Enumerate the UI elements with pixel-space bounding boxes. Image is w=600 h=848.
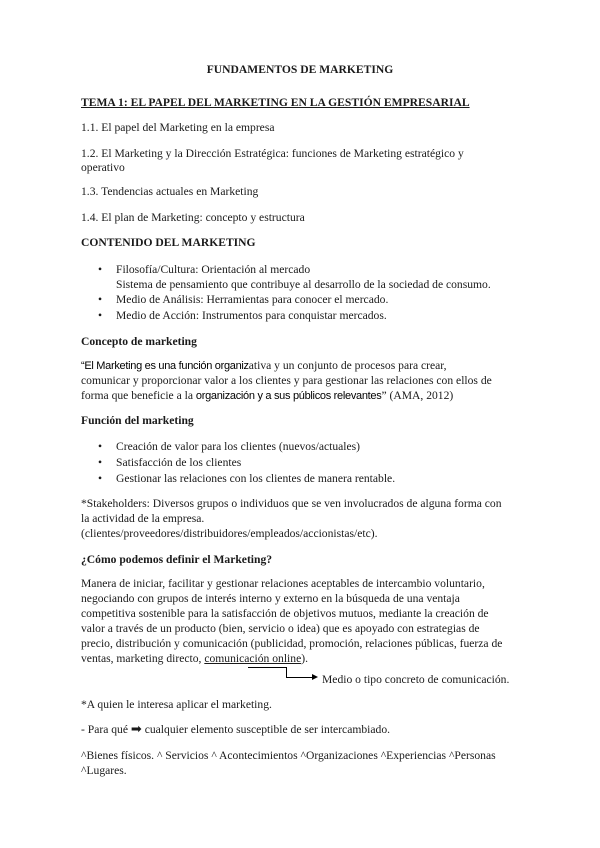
definition-line bbox=[81, 652, 308, 666]
contenido-heading: CONTENIDO DEL MARKETING bbox=[81, 236, 256, 249]
bullet-icon: • bbox=[98, 309, 103, 322]
list-item: Creación de valor para los clientes (nuevos/actuales) bbox=[116, 440, 361, 453]
section-1-1: 1.1. El papel del Marketing en la empresa bbox=[81, 121, 275, 134]
quien-text: *A quien le interesa aplicar el marketing. bbox=[81, 698, 272, 711]
definition-line: negociando con grupos de interés interno y externo en la búsqueda de una ventaja bbox=[81, 592, 460, 605]
list-item: Sistema de pensamiento que contribuye al desarrollo de la sociedad de consumo. bbox=[116, 278, 491, 291]
quote-citation: ” (AMA, 2012) bbox=[381, 389, 454, 402]
comunicacion-note: Medio o tipo concreto de comunicación. bbox=[322, 673, 510, 686]
quote-line: comunicar y proporcionar valor a los clientes y para gestionar las relaciones con ellos de bbox=[81, 374, 492, 387]
para-que-line bbox=[81, 723, 390, 737]
arrow-head-icon bbox=[312, 674, 318, 680]
doc-title: FUNDAMENTOS DE MARKETING bbox=[206, 63, 394, 76]
section-1-4: 1.4. El plan de Marketing: concepto y estructura bbox=[81, 211, 305, 224]
bienes-text: ^Bienes físicos. ^ Servicios ^ Acontecimientos ^Organizaciones ^Experiencias ^Personas bbox=[81, 749, 496, 762]
stakeholders-text: (clientes/proveedores/distribuidores/empleados/accionistas/etc). bbox=[81, 527, 378, 540]
right-arrow-icon: ➡ bbox=[130, 722, 142, 737]
quote-text: ativa y un conjunto de procesos para crear, bbox=[248, 359, 447, 372]
stakeholders-text: la actividad de la empresa. bbox=[81, 512, 205, 525]
bullet-icon: • bbox=[98, 472, 103, 485]
list-item: Medio de Acción: Instrumentos para conquistar mercados. bbox=[116, 309, 387, 322]
bullet-icon: • bbox=[98, 293, 103, 306]
bullet-icon: • bbox=[98, 263, 103, 276]
list-item: Satisfacción de los clientes bbox=[116, 456, 242, 469]
quote-line bbox=[81, 389, 453, 403]
connector-line bbox=[248, 667, 287, 678]
bullet-icon: • bbox=[98, 440, 103, 453]
section-1-2-cont: operativo bbox=[81, 161, 125, 174]
definir-heading: ¿Cómo podemos definir el Marketing? bbox=[81, 553, 273, 566]
definition-text: ventas, marketing directo, bbox=[81, 652, 205, 665]
connector-line bbox=[286, 677, 314, 678]
definition-line: Manera de iniciar, facilitar y gestionar relaciones aceptables de intercambio voluntario, bbox=[81, 577, 485, 590]
quote-text: forma que beneficie a la bbox=[81, 389, 196, 402]
bullet-icon: • bbox=[98, 456, 103, 469]
section-1-2: 1.2. El Marketing y la Dirección Estratégica: funciones de Marketing estratégico y bbox=[81, 147, 464, 160]
stakeholders-text: *Stakeholders: Diversos grupos o individuos que se ven involucrados de alguna forma con bbox=[81, 497, 502, 510]
bienes-text: ^Lugares. bbox=[81, 764, 127, 777]
definition-text: ). bbox=[301, 652, 308, 665]
quote-line bbox=[81, 359, 447, 373]
list-item: Medio de Análisis: Herramientas para conocer el mercado. bbox=[116, 293, 389, 306]
quote-emphasis: organización y a sus públicos relevantes bbox=[195, 390, 382, 402]
section-1-3: 1.3. Tendencias actuales en Marketing bbox=[81, 185, 259, 198]
para-que-text: cualquier elemento susceptible de ser intercambiado. bbox=[144, 723, 391, 736]
funcion-heading: Función del marketing bbox=[81, 414, 194, 427]
definition-line: precio, distribución y comunicación (publicidad, promoción, relaciones públicas, fuerza de bbox=[81, 637, 503, 650]
definition-line: valor a través de un producto (bien, servicio o idea) que es apoyado con estrategias de bbox=[81, 622, 480, 635]
quote-emphasis: “El Marketing es una función organiz bbox=[81, 360, 249, 372]
concepto-heading: Concepto de marketing bbox=[81, 335, 197, 348]
list-item: Gestionar las relaciones con los clientes de manera rentable. bbox=[116, 472, 396, 485]
list-item: Filosofía/Cultura: Orientación al mercado bbox=[116, 263, 311, 276]
tema-heading: TEMA 1: EL PAPEL DEL MARKETING EN LA GESTIÓN EMPRESARIAL bbox=[81, 96, 470, 109]
comunicacion-online-underlined: comunicación online bbox=[204, 652, 302, 665]
para-que-label: - Para qué bbox=[81, 723, 128, 736]
definition-line: competitiva sostenible para la satisfacción de objetivos mutuos, mediante la creación de bbox=[81, 607, 489, 620]
